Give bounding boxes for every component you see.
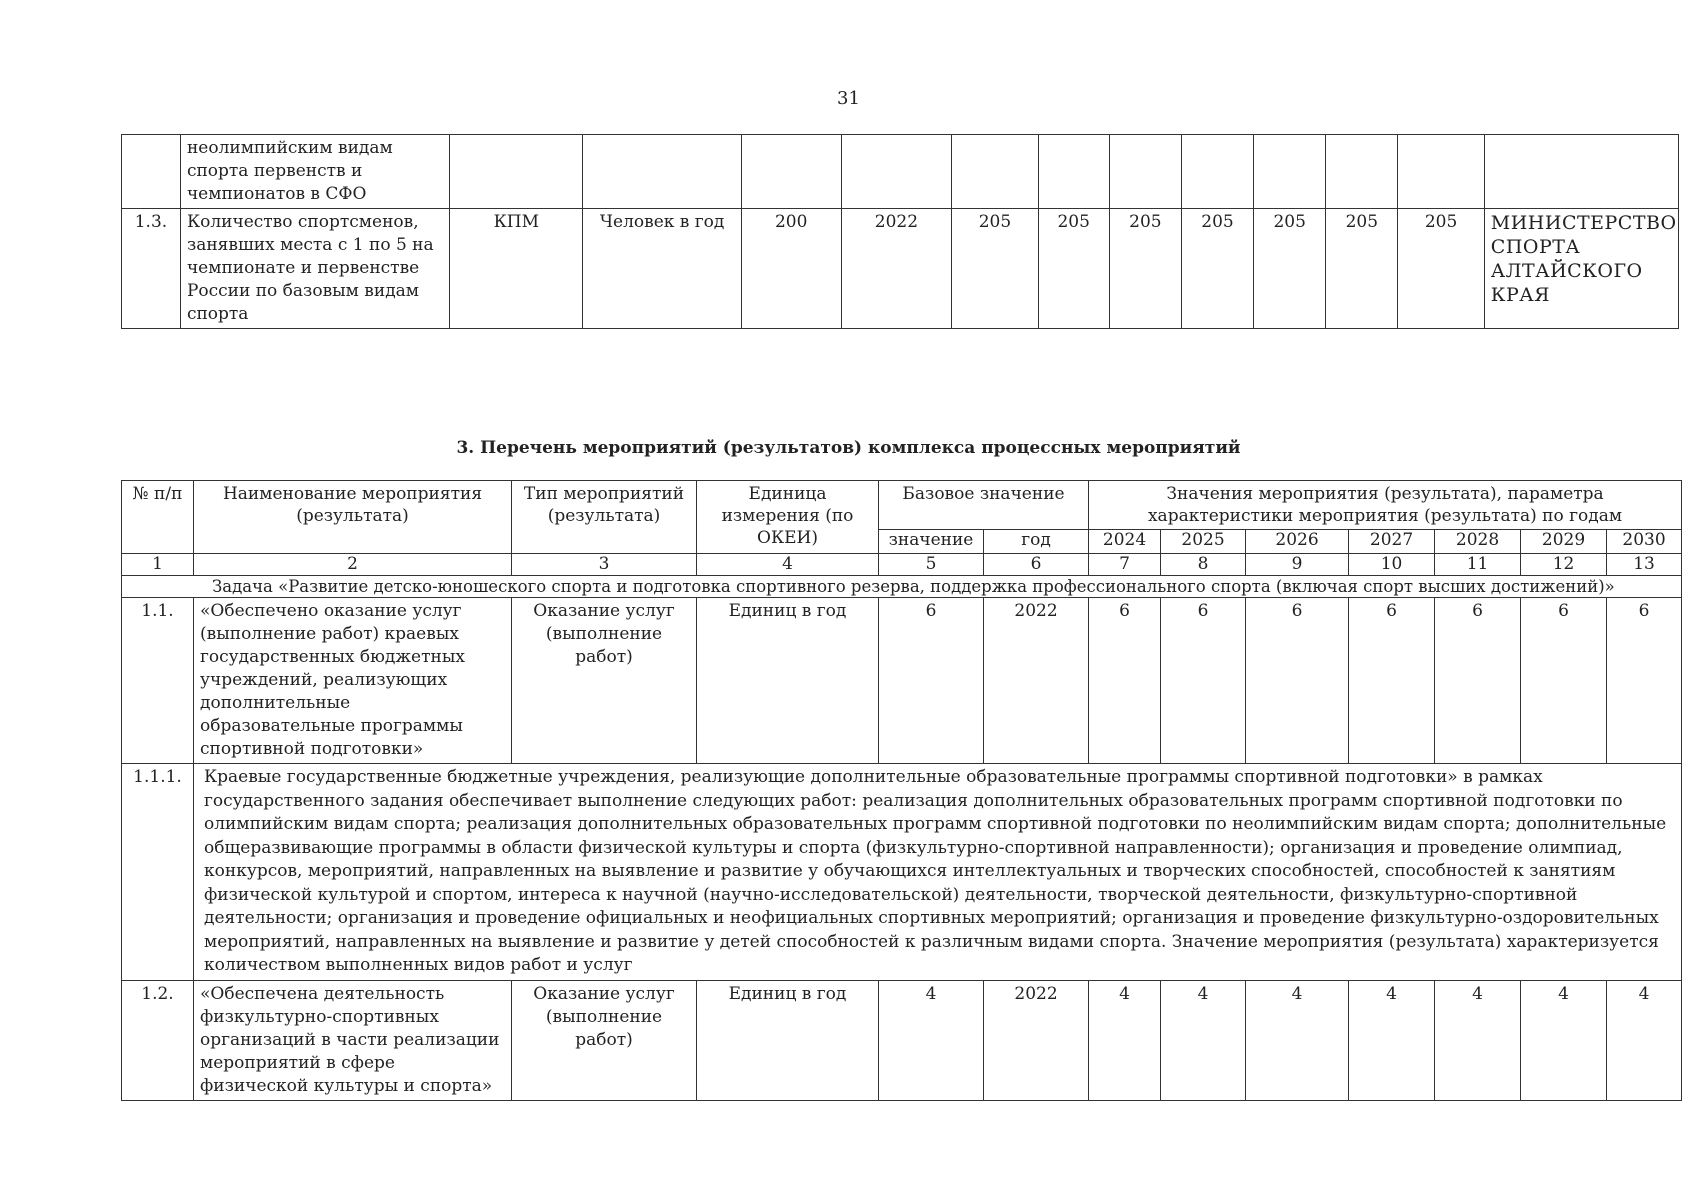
top-table — [121, 134, 1679, 329]
header-base: Базовое значение — [879, 481, 1089, 530]
value-cell: 205 — [1038, 209, 1109, 329]
column-number: 2 — [194, 554, 512, 576]
row-unit: Единиц в год — [697, 980, 879, 1100]
value-cell: 4 — [1435, 980, 1521, 1100]
header-year: 2029 — [1521, 530, 1607, 554]
header-base-year: год — [984, 530, 1089, 554]
header-values-group: Значения мероприятия (результата), параметра характеристики мероприятия (результата) по годам — [1089, 481, 1682, 530]
events-table — [121, 480, 1682, 1101]
row-number: 1.3. — [122, 209, 181, 329]
table-row — [122, 764, 1682, 981]
header-year: 2030 — [1607, 530, 1682, 554]
header-name: Наименование мероприятия (результата) — [194, 481, 512, 554]
value-cell: 4 — [1246, 980, 1349, 1100]
value-cell: 4 — [1349, 980, 1435, 1100]
value-cell: 6 — [1607, 598, 1682, 764]
value-cell: 205 — [952, 209, 1038, 329]
base-value: 6 — [879, 598, 984, 764]
column-number-row — [122, 554, 1682, 576]
header-year: 2028 — [1435, 530, 1521, 554]
section-title: 3. Перечень мероприятий (результатов) комплекса процессных мероприятий — [456, 438, 1241, 458]
base-year: 2022 — [841, 209, 952, 329]
row-name: Количество спортсменов, занявших места с 1 по 5 на чемпионате и первенстве России по базовым видам спорта — [180, 209, 449, 329]
column-number: 10 — [1349, 554, 1435, 576]
continuation-name: неолимпийским видам спорта первенств и чемпионатов в СФО — [180, 135, 449, 209]
row-number: 1.1. — [122, 598, 194, 764]
base-year: 2022 — [984, 980, 1089, 1100]
column-number: 12 — [1521, 554, 1607, 576]
header-base-value: значение — [879, 530, 984, 554]
value-cell: 6 — [1089, 598, 1161, 764]
value-cell: 205 — [1326, 209, 1398, 329]
header-year: 2026 — [1246, 530, 1349, 554]
value-cell: 205 — [1181, 209, 1253, 329]
row-name: «Обеспечена деятельность физкультурно-спортивных организаций в части реализации мероприятий в сфере физической культуры и спорта» — [194, 980, 512, 1100]
responsible-org: МИНИСТЕРСТВО СПОРТА АЛТАЙСКОГО КРАЯ — [1484, 209, 1678, 329]
value-cell: 6 — [1521, 598, 1607, 764]
row-type: КПМ — [450, 209, 583, 329]
value-cell: 4 — [1161, 980, 1246, 1100]
value-cell: 6 — [1349, 598, 1435, 764]
value-cell: 6 — [1161, 598, 1246, 764]
column-number: 3 — [512, 554, 697, 576]
header-year: 2024 — [1089, 530, 1161, 554]
task-row — [122, 576, 1682, 598]
column-number: 11 — [1435, 554, 1521, 576]
header-year: 2027 — [1349, 530, 1435, 554]
header-row — [122, 481, 1682, 530]
task-title: Задача «Развитие детско-юношеского спорта и подготовка спортивного резерва, поддержка профессионального спорта (включая спорт высших достижений)» — [122, 576, 1682, 598]
value-cell: 205 — [1254, 209, 1326, 329]
base-year: 2022 — [984, 598, 1089, 764]
column-number: 9 — [1246, 554, 1349, 576]
value-cell: 4 — [1607, 980, 1682, 1100]
row-type: Оказание услуг (выполнение работ) — [512, 980, 697, 1100]
column-number: 13 — [1607, 554, 1682, 576]
table-row — [122, 209, 1679, 329]
column-number: 8 — [1161, 554, 1246, 576]
column-number: 5 — [879, 554, 984, 576]
table-row — [122, 598, 1682, 764]
header-year: 2025 — [1161, 530, 1246, 554]
row-description: Краевые государственные бюджетные учреждения, реализующие дополнительные образовательные программы спортивной подготовки» в рамках государственного задания обеспечивает выполнение следующих работ: реализация дополнительных образовательных программ спортивной подготовки по олимпийским видам спорта; реализация дополнительных образовательных программ спортивной подготовки по неолимпийским видам спорта; дополнительные общеразвивающие программы в области физической культуры и спорта (физкультурно-спортивной направленности); организация и проведение олимпиад, конкурсов, мероприятий, направленных на выявление и развитие у обучающихся интеллектуальных и творческих способностей, способностей к занятиям физической культурой и спортом, интереса к научной (научно-исследовательской) деятельности, творческой деятельности, физкультурно-спортивной деятельности; организация и проведение официальных и неофициальных спортивных мероприятий; организация и проведение физкультурно-оздоровительных мероприятий, направленных на выявление и развитие у детей способностей к различным видами спорта. Значение мероприятия (результата) характеризуется количеством выполненных видов работ и услуг — [194, 764, 1682, 981]
column-number: 4 — [697, 554, 879, 576]
column-number: 6 — [984, 554, 1089, 576]
row-unit: Единиц в год — [697, 598, 879, 764]
value-cell: 6 — [1435, 598, 1521, 764]
row-number: 1.2. — [122, 980, 194, 1100]
base-value: 200 — [741, 209, 841, 329]
row-name: «Обеспечено оказание услуг (выполнение работ) краевых государственных бюджетных учреждений, реализующих дополнительные образовательные программы спортивной подготовки» — [194, 598, 512, 764]
page-number: 31 — [837, 88, 860, 109]
header-type: Тип мероприятий (результата) — [512, 481, 697, 554]
value-cell: 6 — [1246, 598, 1349, 764]
value-cell: 205 — [1398, 209, 1484, 329]
row-number: 1.1.1. — [122, 764, 194, 981]
value-cell: 205 — [1109, 209, 1181, 329]
table-row — [122, 135, 1679, 209]
value-cell: 4 — [1521, 980, 1607, 1100]
column-number: 7 — [1089, 554, 1161, 576]
column-number: 1 — [122, 554, 194, 576]
table-row — [122, 980, 1682, 1100]
row-unit: Человек в год — [583, 209, 742, 329]
base-value: 4 — [879, 980, 984, 1100]
header-unit: Единица измерения (по ОКЕИ) — [697, 481, 879, 554]
value-cell: 4 — [1089, 980, 1161, 1100]
row-type: Оказание услуг (выполнение работ) — [512, 598, 697, 764]
header-num: № п/п — [122, 481, 194, 554]
